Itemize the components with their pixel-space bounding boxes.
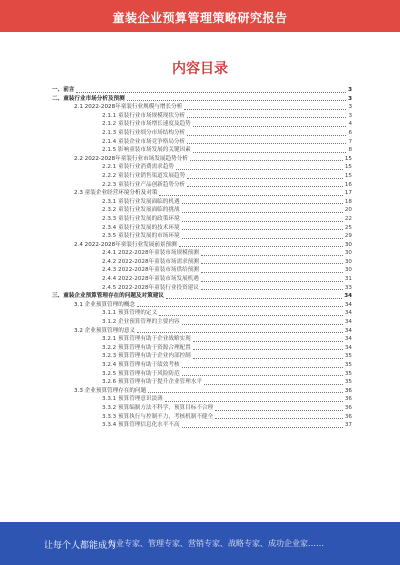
toc-entry-text: 3.2.3 预算管理有助于企业内部控制 xyxy=(102,353,191,360)
toc-page-number: 34 xyxy=(344,293,352,300)
toc-dot-leader xyxy=(193,124,347,127)
toc-page-number: 34 xyxy=(344,336,352,343)
toc-entry[interactable] xyxy=(52,387,352,396)
toc-entry[interactable] xyxy=(52,292,352,301)
toc-entry[interactable] xyxy=(52,395,352,404)
toc-entry-text: 三、童装企业预算管理存在的问题及对策建议 xyxy=(52,293,164,300)
toc-entry-text: 2.3 童装企业经营环境分析及对策 xyxy=(74,190,158,197)
toc-dot-leader xyxy=(176,167,343,170)
table-of-contents xyxy=(52,86,352,430)
toc-page-number: 30 xyxy=(344,250,352,257)
toc-dot-leader xyxy=(182,227,343,230)
toc-dot-leader xyxy=(166,296,342,299)
toc-dot-leader xyxy=(76,90,346,93)
toc-dot-leader xyxy=(179,244,343,247)
toc-dot-leader xyxy=(184,107,346,110)
toc-page-number: 3 xyxy=(348,112,352,119)
toc-entry[interactable] xyxy=(52,370,352,379)
toc-page-number: 4 xyxy=(348,121,352,128)
toc-entry[interactable] xyxy=(52,112,352,121)
toc-dot-leader xyxy=(159,193,342,196)
toc-entry[interactable] xyxy=(52,361,352,370)
toc-page-number: 34 xyxy=(344,344,352,351)
toc-entry-text: 2.3.2 童装行业发展面临的挑战 xyxy=(102,207,180,214)
footer-slogan: 让每个人都能成为 xyxy=(44,541,117,551)
toc-entry[interactable] xyxy=(52,335,352,344)
toc-entry-text: 2.3.5 童装行业发展的市场环境 xyxy=(102,233,180,240)
toc-dot-leader xyxy=(187,133,346,136)
toc-entry-text: 3.2.1 预算管理有助于企业战略实现 xyxy=(102,336,191,343)
toc-page-number: 15 xyxy=(344,164,352,171)
toc-entry[interactable] xyxy=(52,352,352,361)
toc-dot-leader xyxy=(193,339,343,342)
toc-entry-text: 2.3.3 童装行业发展的政策环境 xyxy=(102,215,180,222)
toc-entry[interactable] xyxy=(52,249,352,258)
toc-entry-text: 3.2.6 预算管理有助于提升企业管理水平 xyxy=(102,379,202,386)
toc-entry-text: 2.1.3 童装行业细分市场结构分析 xyxy=(102,129,186,136)
toc-entry[interactable] xyxy=(52,318,352,327)
toc-entry-text: 3.2.5 预算管理有助于风险防范 xyxy=(102,370,180,377)
toc-dot-leader xyxy=(187,176,343,179)
report-title: 童装企业预算管理策略研究报告 xyxy=(112,11,288,25)
toc-entry[interactable] xyxy=(52,232,352,241)
toc-page-number: 7 xyxy=(348,138,352,145)
toc-entry[interactable] xyxy=(52,413,352,422)
toc-entry[interactable] xyxy=(52,258,352,267)
toc-entry[interactable] xyxy=(52,301,352,310)
toc-dot-leader xyxy=(193,150,347,153)
toc-dot-leader xyxy=(201,261,343,264)
toc-entry-text: 3.2.2 预算管理有助于资源合理配置 xyxy=(102,344,191,351)
toc-dot-leader xyxy=(201,287,343,290)
toc-page-number: 17 xyxy=(344,190,352,197)
toc-page-number: 30 xyxy=(344,258,352,265)
toc-page-number: 15 xyxy=(344,155,352,162)
toc-entry[interactable] xyxy=(52,172,352,181)
toc-dot-leader xyxy=(137,330,343,333)
toc-entry-text: 2.1 2022-2028年童装行业规模与增长分析 xyxy=(74,104,183,111)
toc-entry-text: 一、前言 xyxy=(52,87,75,93)
footer-banner xyxy=(0,522,400,565)
toc-page-number: 35 xyxy=(344,353,352,360)
toc-page-number: 36 xyxy=(344,404,352,411)
toc-page-number: 34 xyxy=(344,310,352,317)
toc-page-number: 8 xyxy=(348,147,352,154)
toc-entry-text: 2.4.1 2022-2028年童装市场规模预测 xyxy=(102,250,199,257)
toc-page-number: 3 xyxy=(348,95,352,102)
toc-entry[interactable] xyxy=(52,327,352,336)
footer-tagline: 行业专家、管理专家、营销专家、战略专家、成功企业家…… xyxy=(108,539,324,548)
toc-entry-text: 2.4.4 2022-2028年童装市场发展机遇 xyxy=(102,276,199,283)
toc-entry[interactable] xyxy=(52,163,352,172)
toc-entry-text: 3.3.3 预算执行与控制不力，考核机制不健全 xyxy=(102,413,214,420)
toc-entry[interactable] xyxy=(52,189,352,198)
toc-dot-leader xyxy=(201,279,343,282)
toc-entry-text: 2.2.3 童装行业产品创新趋势分析 xyxy=(102,181,186,188)
toc-entry[interactable] xyxy=(52,86,352,95)
toc-page-number: 30 xyxy=(344,241,352,248)
toc-dot-leader xyxy=(187,141,346,144)
toc-page-number: 35 xyxy=(344,362,352,368)
toc-page-number: 33 xyxy=(344,284,352,291)
toc-dot-leader xyxy=(193,356,343,359)
toc-entry[interactable] xyxy=(52,266,352,275)
toc-entry[interactable] xyxy=(52,275,352,284)
toc-entry-text: 2.1.1 童装行业市场规模现状分析 xyxy=(102,112,186,119)
toc-page-number: 36 xyxy=(344,413,352,420)
toc-page-number: 30 xyxy=(344,267,352,274)
toc-page-number: 3 xyxy=(348,87,352,93)
toc-page-number: 36 xyxy=(344,387,352,394)
toc-page-number: 37 xyxy=(344,422,352,429)
toc-entry[interactable] xyxy=(52,103,352,112)
toc-dot-leader xyxy=(137,304,343,307)
toc-entry-text: 2.4.2 2022-2028年童装市场需求预测 xyxy=(102,258,199,265)
toc-dot-leader xyxy=(182,201,343,204)
toc-entry-text: 3.3.1 预算管理意识淡薄 xyxy=(102,396,163,403)
toc-entry-text: 3.1 企业预算管理的概念 xyxy=(74,301,136,308)
toc-entry[interactable] xyxy=(52,241,352,250)
toc-dot-leader xyxy=(204,382,343,385)
toc-dot-leader xyxy=(182,219,343,222)
toc-page-number: 22 xyxy=(344,215,352,222)
toc-entry-text: 3.2.4 预算管理有助于绩效考核 xyxy=(102,362,180,368)
toc-dot-leader xyxy=(182,425,343,428)
toc-page-number: 35 xyxy=(344,370,352,377)
toc-dot-leader xyxy=(182,365,343,368)
toc-entry-text: 2.4 2022-2028年童装行业发展前景预测 xyxy=(74,241,177,248)
toc-entry[interactable] xyxy=(52,198,352,207)
toc-entry[interactable] xyxy=(52,155,352,164)
toc-page-number: 35 xyxy=(344,379,352,386)
toc-dot-leader xyxy=(215,408,343,411)
toc-dot-leader xyxy=(201,270,343,273)
toc-dot-leader xyxy=(148,390,343,393)
toc-entry[interactable] xyxy=(52,284,352,293)
toc-entry[interactable] xyxy=(52,421,352,430)
toc-dot-leader xyxy=(182,322,343,325)
toc-entry-text: 2.4.3 2022-2028年童装市场供给预测 xyxy=(102,267,199,274)
toc-entry[interactable] xyxy=(52,181,352,190)
toc-page-number: 25 xyxy=(344,224,352,231)
toc-entry[interactable] xyxy=(52,206,352,215)
toc-dot-leader xyxy=(127,98,346,101)
toc-entry[interactable] xyxy=(52,309,352,318)
toc-page-number: 29 xyxy=(344,233,352,240)
toc-entry-text: 2.1.2 童装行业市场增长速度及趋势 xyxy=(102,121,191,128)
toc-dot-leader xyxy=(193,347,343,350)
toc-dot-leader xyxy=(190,158,343,161)
header-banner xyxy=(0,0,400,32)
toc-entry[interactable] xyxy=(52,378,352,387)
toc-entry-text: 2.4.5 2022-2028年童装行业投资建议 xyxy=(102,284,199,291)
toc-dot-leader xyxy=(182,373,343,376)
toc-page-number: 31 xyxy=(344,276,352,283)
toc-entry-text: 2.2.1 童装行业消费需求趋势 xyxy=(102,164,174,171)
toc-page-number: 6 xyxy=(348,129,352,136)
toc-page-number: 34 xyxy=(344,319,352,326)
toc-dot-leader xyxy=(215,416,343,419)
toc-entry-text: 2.2 2022-2028年童装行业市场发展趋势分析 xyxy=(74,155,188,162)
toc-entry[interactable] xyxy=(52,404,352,413)
toc-entry[interactable] xyxy=(52,224,352,233)
toc-entry-text: 2.3.4 童装行业发展的技术环境 xyxy=(102,224,180,231)
toc-entry-text: 2.2.2 童装行业销售渠道发展趋势 xyxy=(102,172,186,179)
toc-entry[interactable] xyxy=(52,129,352,138)
toc-entry-text: 3.2 企业预算管理的意义 xyxy=(74,327,136,334)
toc-entry[interactable] xyxy=(52,95,352,104)
toc-entry-text: 3.1.2 企业预算管理的主要内容 xyxy=(102,319,180,326)
toc-entry-text: 2.1.5 影响童装市场发展的关键因素 xyxy=(102,147,191,154)
toc-entry-text: 二、童装行业市场分析及预测 xyxy=(52,95,125,102)
toc-entry-text: 2.1.4 童装企业市场竞争格局分析 xyxy=(102,138,186,145)
toc-entry-text: 3.3.2 预算编制方法不科学，预算目标不合理 xyxy=(102,404,214,411)
toc-entry-text: 2.3.1 童装行业发展面临的机遇 xyxy=(102,198,180,205)
toc-page-number: 36 xyxy=(344,396,352,403)
toc-entry[interactable] xyxy=(52,138,352,147)
toc-dot-leader xyxy=(182,210,343,213)
toc-dot-leader xyxy=(187,115,346,118)
toc-entry[interactable] xyxy=(52,215,352,224)
toc-entry-text: 3.1.1 预算管理的定义 xyxy=(102,310,158,317)
toc-dot-leader xyxy=(201,253,343,256)
toc-page-number: 34 xyxy=(344,327,352,334)
toc-page-number: 3 xyxy=(348,104,352,111)
toc-page-number: 20 xyxy=(344,207,352,214)
toc-dot-leader xyxy=(159,313,343,316)
toc-dot-leader xyxy=(165,399,343,402)
toc-page-number: 15 xyxy=(344,172,352,179)
toc-title: 内容目录 xyxy=(172,61,228,77)
toc-entry-text: 3.3 企业预算管理存在的问题 xyxy=(74,387,147,394)
toc-page-number: 34 xyxy=(344,301,352,308)
toc-page-number: 18 xyxy=(344,198,352,205)
toc-dot-leader xyxy=(182,236,343,239)
toc-entry[interactable] xyxy=(52,344,352,353)
toc-page-number: 16 xyxy=(344,181,352,188)
toc-entry[interactable] xyxy=(52,146,352,155)
toc-entry-text: 3.3.4 预算管理信息化水平不高 xyxy=(102,422,180,429)
toc-dot-leader xyxy=(187,184,343,187)
toc-entry[interactable] xyxy=(52,120,352,129)
